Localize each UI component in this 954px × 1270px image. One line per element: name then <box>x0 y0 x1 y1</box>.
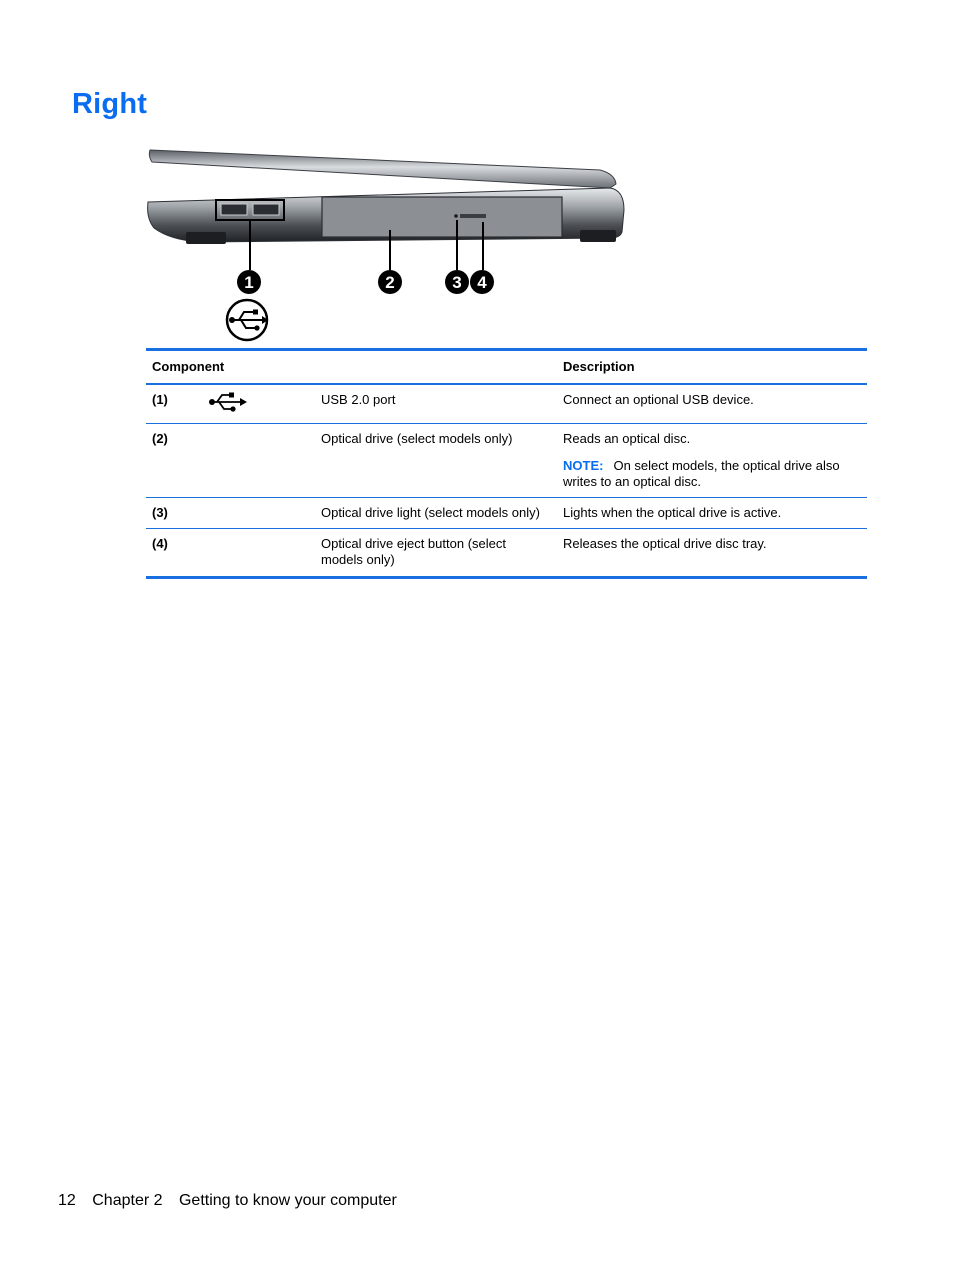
table-row <box>146 424 867 498</box>
row-number: (3) <box>146 498 188 529</box>
row-component-name: Optical drive eject button (select models only) <box>315 529 557 578</box>
svg-text:1: 1 <box>244 273 254 292</box>
row-icon-cell <box>188 384 315 424</box>
row-note <box>563 458 861 490</box>
row-number: (4) <box>146 529 188 578</box>
page-number: 12 <box>58 1192 76 1209</box>
component-header: Component <box>146 350 557 385</box>
laptop-lid <box>149 150 616 188</box>
svg-text:3: 3 <box>452 273 462 292</box>
row-number: (2) <box>146 424 188 498</box>
usb-icon <box>208 392 248 412</box>
row-description-cell <box>557 424 867 498</box>
row-icon-cell <box>188 498 315 529</box>
page-title: Right <box>72 88 148 120</box>
note-text: On select models, the optical drive also writes to an optical disc. <box>563 458 840 489</box>
table-row <box>146 529 867 578</box>
components-table <box>146 348 867 579</box>
table-row <box>146 498 867 529</box>
row-description: Connect an optional USB device. <box>557 384 867 424</box>
row-description: Lights when the optical drive is active. <box>557 498 867 529</box>
row-component-name: Optical drive (select models only) <box>315 424 557 498</box>
description-header: Description <box>557 350 867 385</box>
note-label: NOTE: <box>563 458 604 473</box>
row-component-name: Optical drive light (select models only) <box>315 498 557 529</box>
table-row <box>146 384 867 424</box>
callout-2 <box>378 270 402 294</box>
row-icon-cell <box>188 529 315 578</box>
row-description: Releases the optical drive disc tray. <box>557 529 867 578</box>
chapter-title: Getting to know your computer <box>178 1192 397 1209</box>
row-icon-cell <box>188 424 315 498</box>
row-number: (1) <box>146 384 188 424</box>
optical-drive-tray <box>322 197 562 237</box>
page-footer <box>58 1192 409 1210</box>
laptop-right-side-illustration <box>140 140 640 350</box>
row-component-name: USB 2.0 port <box>315 384 557 424</box>
callout-1 <box>237 270 261 294</box>
svg-text:2: 2 <box>385 273 395 292</box>
usb-icon <box>227 300 268 340</box>
callout-4 <box>470 270 494 294</box>
row-description: Reads an optical disc. <box>563 431 691 446</box>
chapter-label: Chapter 2 <box>92 1192 163 1209</box>
svg-text:4: 4 <box>477 273 487 292</box>
table-header-row <box>146 350 867 385</box>
callout-3 <box>445 270 469 294</box>
